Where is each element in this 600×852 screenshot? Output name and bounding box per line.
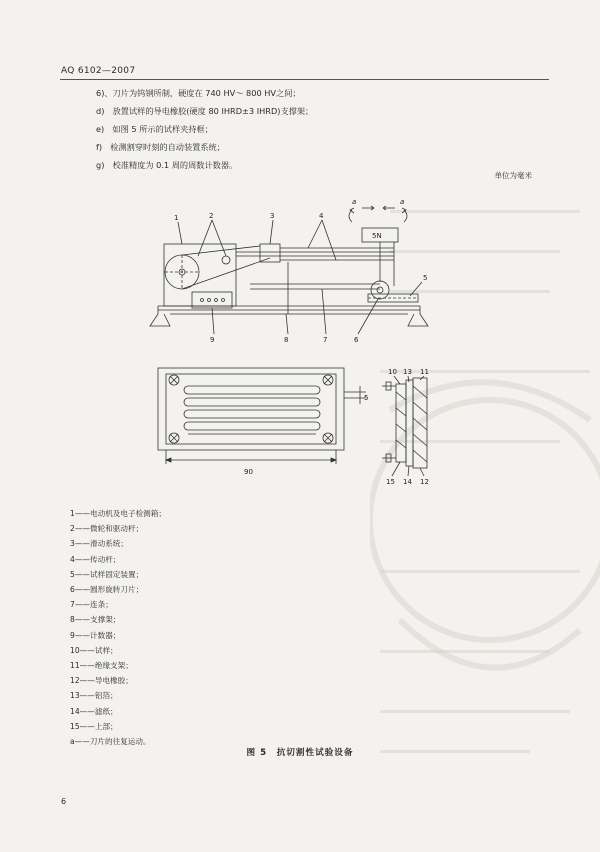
dimension-5: 5 xyxy=(364,394,369,402)
list-item: e) 如图 5 所示的试样夹持框； xyxy=(96,124,213,134)
list-item: f) 检测割穿时刻的自动装置系统； xyxy=(96,142,225,152)
legend-item: 1——电动机及电子检测箱； xyxy=(70,509,166,518)
callout-8: 8 xyxy=(284,336,289,344)
rotation-arrow-left xyxy=(349,210,352,222)
callout-7: 7 xyxy=(323,336,328,344)
arrow-label-left: a xyxy=(352,198,357,206)
legend-item: 4——传动杆； xyxy=(70,554,121,564)
legend-item: 12——导电橡胶； xyxy=(70,676,133,686)
legend-item: 7——连条； xyxy=(70,600,113,610)
requirements-list xyxy=(96,84,313,174)
dimension-90: 90 xyxy=(244,468,253,476)
callout-15: 15 xyxy=(386,478,395,486)
legend-item: 2——微轮和驱动杆； xyxy=(70,524,144,534)
callout-9: 9 xyxy=(210,336,215,344)
callout-1: 1 xyxy=(174,214,179,222)
unit-label: 单位为毫米 xyxy=(494,171,532,180)
legend-item: 6——圆形旋转刀片； xyxy=(70,585,144,595)
legend-item: 11——绝缘支架； xyxy=(70,661,133,671)
callout-12: 12 xyxy=(420,478,429,486)
standard-code: AQ 6102—2007 xyxy=(61,66,136,76)
callout-6: 6 xyxy=(354,336,359,344)
list-item: d) 放置试样的导电橡胶(硬度 80 IHRD±3 IHRD)支撑架； xyxy=(96,106,314,116)
legend-item: 15——上部； xyxy=(70,721,118,731)
legend-item: 9——计数器； xyxy=(70,630,121,640)
force-label: 5N xyxy=(372,232,382,240)
legend-item: 3——滑动系统； xyxy=(70,539,128,549)
legend-item: 14——滤纸； xyxy=(70,706,118,716)
legend-item: 10——试样； xyxy=(70,645,118,655)
legend-item: a——刀片的往复运动。 xyxy=(70,737,151,747)
callout-4: 4 xyxy=(319,212,324,220)
page-number: 6 xyxy=(61,797,67,806)
callout-3: 3 xyxy=(270,212,275,220)
figure-legend xyxy=(70,506,166,749)
legend-item: 5——试样固定装置； xyxy=(70,569,144,579)
legend-item: 8——支撑架； xyxy=(70,615,121,625)
list-item: 6)、刀片为钨钢所制，硬度在 740 HV～ 800 HV之间； xyxy=(96,88,301,98)
header-rule xyxy=(60,79,549,80)
list-item: g) 校准精度为 0.1 周的周数计数器。 xyxy=(96,160,238,170)
callout-5: 5 xyxy=(423,274,428,282)
cut-resistance-apparatus-diagram xyxy=(140,186,450,506)
callout-11: 11 xyxy=(420,368,429,376)
rotation-arrow-right xyxy=(404,210,407,222)
legend-item: 13——铝箔； xyxy=(70,691,118,701)
arrow-label-right: a xyxy=(400,198,405,206)
sample-frame xyxy=(158,368,344,450)
callout-10: 10 xyxy=(388,368,397,376)
callout-2: 2 xyxy=(209,212,214,220)
callout-14: 14 xyxy=(403,478,412,486)
figure-caption: 图 5 抗切割性试验设备 xyxy=(246,748,354,758)
callout-13: 13 xyxy=(403,368,412,376)
